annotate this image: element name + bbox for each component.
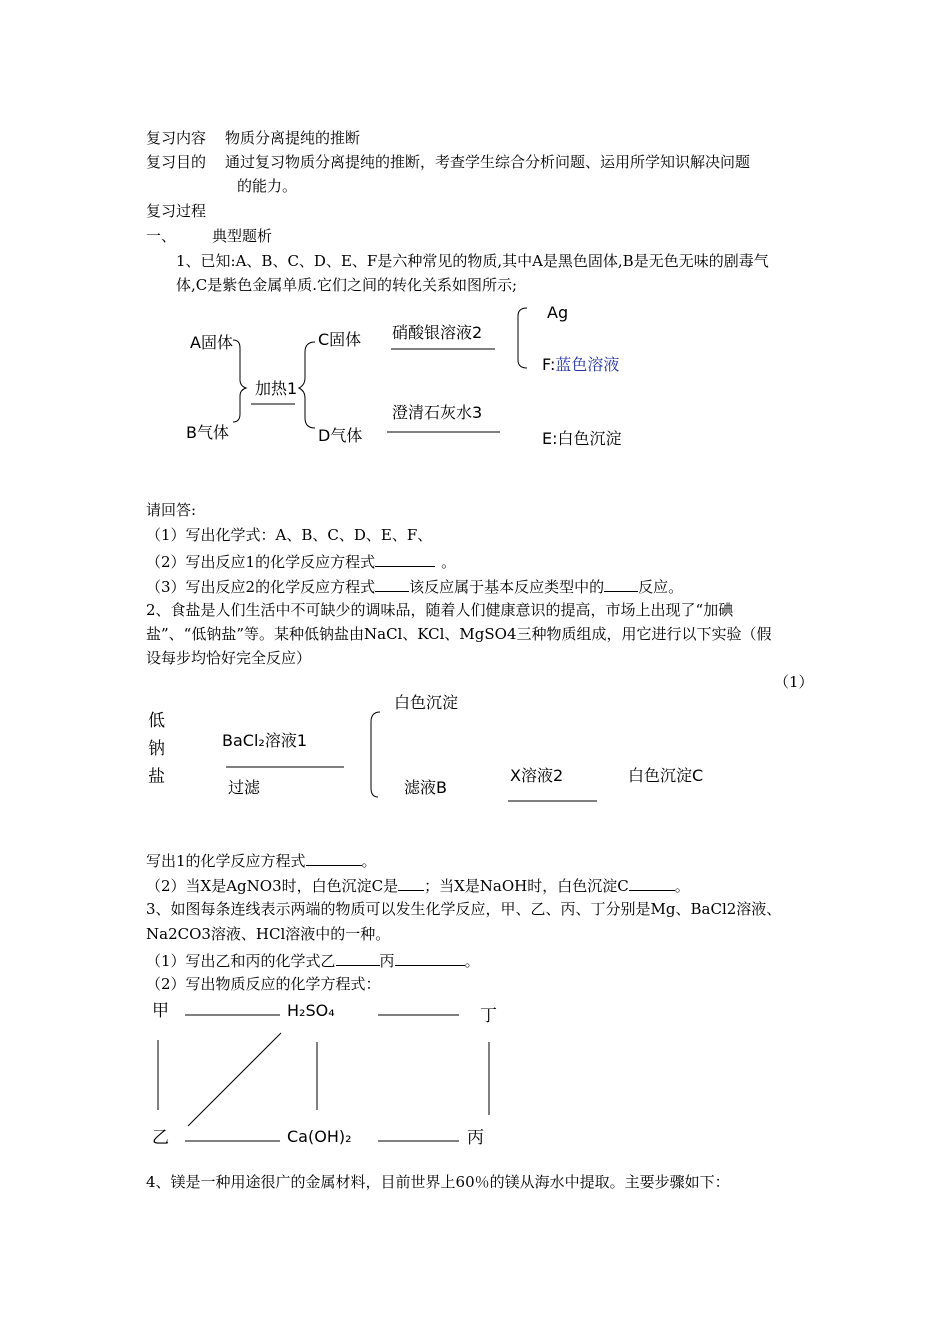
goal-text-continued: 的能力。 xyxy=(237,177,298,195)
q1-intro: 1、已知:A、B、C、D、E、F是六种常见的物质,其中A是黑色固体,B是无色无味的剧毒气 xyxy=(176,252,769,270)
node-c-solid: C固体 xyxy=(318,330,362,349)
salt-char-2: 钠 xyxy=(148,739,165,759)
node-caoh2: Ca(OH)₂ xyxy=(287,1127,352,1146)
node-ding: 丁 xyxy=(480,1006,497,1026)
q1-sub3-text-end: 反应。 xyxy=(638,578,684,596)
filter-label: 过滤 xyxy=(228,778,261,797)
node-a-solid: A固体 xyxy=(190,333,233,352)
salt-char-1: 低 xyxy=(148,711,165,731)
content-label: 复习内容 xyxy=(146,129,207,147)
h2so4-yi-line xyxy=(188,1033,281,1126)
heat-label: 加热1 xyxy=(255,379,298,398)
white-precipitate-c: 白色沉淀C xyxy=(628,766,704,785)
node-yi: 乙 xyxy=(152,1128,169,1148)
node-h2so4: H₂SO₄ xyxy=(287,1001,335,1020)
q1-prompt: 请回答: xyxy=(146,501,197,519)
limewater-label: 澄清石灰水3 xyxy=(392,403,483,422)
filtrate-b: 滤液B xyxy=(404,778,447,797)
node-ag: Ag xyxy=(547,303,569,322)
q1-left-brace xyxy=(233,340,246,422)
q1-sub3-text-mid: 该反应属于基本反应类型中的 xyxy=(409,578,605,596)
salt-char-3: 盐 xyxy=(148,767,165,787)
section-number: 一、 xyxy=(146,227,177,245)
node-d-gas: D气体 xyxy=(318,426,363,445)
q1-sub2-text: （2）写出反应1的化学反应方程式 xyxy=(146,553,376,571)
q3-line-2: Na2CO3溶液、HCl溶液中的一种。 xyxy=(146,925,391,943)
ag-f-bracket xyxy=(518,308,527,368)
q1-sub3-text: （3）写出反应2的化学反应方程式 xyxy=(146,578,376,596)
q2-sub2-end: 。 xyxy=(674,877,690,895)
q3-sub1-text: （1）写出乙和丙的化学式乙 xyxy=(146,952,336,970)
q4-line-1: 4、镁是一种用途很广的金属材料，目前世界上60％的镁从海水中提取。主要步骤如下： xyxy=(146,1173,730,1191)
node-f-label: F: xyxy=(542,355,556,374)
node-jia: 甲 xyxy=(152,1001,169,1021)
q1-right-brace xyxy=(299,342,315,428)
node-b-gas: B气体 xyxy=(186,423,229,442)
goal-label: 复习目的 xyxy=(146,153,207,171)
q2-sub2-text: （2）当X是AgNO3时，白色沉淀C是 xyxy=(146,877,399,895)
silver-nitrate-label: 硝酸银溶液2 xyxy=(392,323,483,342)
node-bing: 丙 xyxy=(467,1128,484,1148)
x-solution-label: X溶液2 xyxy=(510,766,564,785)
section-title: 典型题析 xyxy=(212,227,273,245)
node-e: E:白色沉淀 xyxy=(542,429,622,448)
q2-line-3: 设每步均恰好完全反应） xyxy=(146,649,312,667)
q3-line-1: 3、如图每条连线表示两端的物质可以发生化学反应，甲、乙、丙、丁分别是Mg、BaCl2溶液、 xyxy=(146,900,782,918)
q2-sub1-end: 。 xyxy=(361,852,377,870)
content-text: 物质分离提纯的推断 xyxy=(225,129,361,147)
q3-sub1-text-mid: 丙 xyxy=(379,952,395,970)
process-heading: 复习过程 xyxy=(146,202,207,220)
q2-sub1-text: 写出1的化学反应方程式 xyxy=(146,852,306,870)
q3-sub1-end: 。 xyxy=(464,952,480,970)
q2-brace xyxy=(371,712,380,797)
goal-text: 通过复习物质分离提纯的推断，考查学生综合分析问题、运用所学知识解决问题 xyxy=(225,153,751,171)
q3-sub2: （2）写出物质反应的化学方程式： xyxy=(146,975,381,993)
q1-sub2-end: 。 xyxy=(441,553,457,571)
q2-sub2-text-mid: ；当X是NaOH时，白色沉淀C xyxy=(424,877,629,895)
q2-line-2: 盐”、“低钠盐”等。某种低钠盐由NaCl、KCl、MgSO4三种物质组成，用它进行以下实验（假 xyxy=(146,625,772,643)
q2-marker: （1） xyxy=(774,673,814,691)
q1-intro-continued: 体,C是紫色金属单质.它们之间的转化关系如图所示; xyxy=(176,276,518,294)
q1-sub1: （1）写出化学式：A、B、C、D、E、F、 xyxy=(146,526,433,544)
white-precipitate: 白色沉淀 xyxy=(394,693,459,712)
bacl2-label: BaCl₂溶液1 xyxy=(222,731,307,750)
q2-line-1: 2、食盐是人们生活中不可缺少的调味品，随着人们健康意识的提高，市场上出现了“加碘 xyxy=(146,601,734,619)
node-f-value: 蓝色溶液 xyxy=(555,355,620,374)
